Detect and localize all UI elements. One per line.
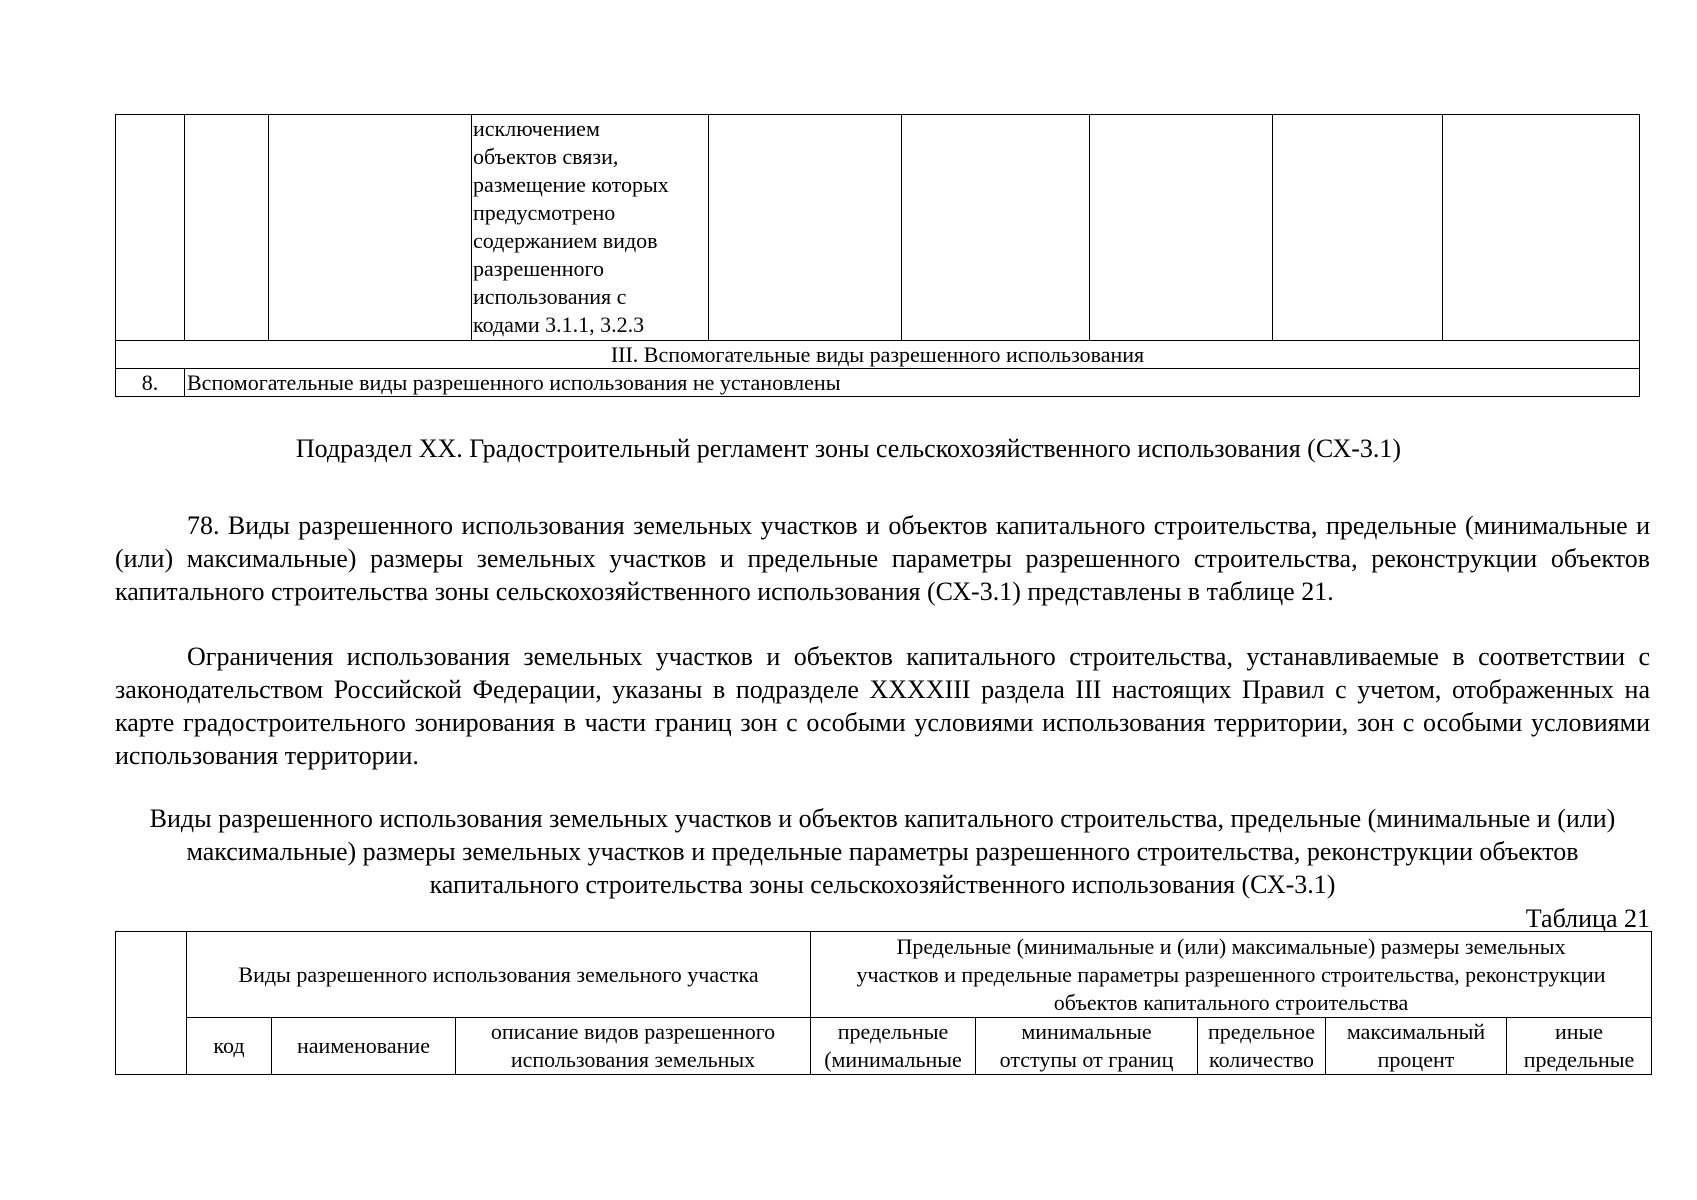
description-cell: исключением объектов связи, размещение которых предусмотрено содержанием видов разрешенного использования с кодами 3.1.1, 3.2.3 [472, 115, 709, 341]
column-header-limits: предельные (минимальные [811, 1018, 976, 1075]
section-row [116, 341, 1640, 369]
continuation-table [115, 114, 1640, 397]
table-row [116, 369, 1640, 397]
table-row [116, 115, 1640, 341]
regulation-table [115, 931, 1652, 1075]
table-cell [269, 115, 472, 341]
paragraph-restrictions [115, 640, 1650, 772]
table-header-row [116, 932, 1652, 1018]
table-number: Таблица 21 [1525, 904, 1650, 933]
table-cell [185, 115, 269, 341]
group-header-right: Предельные (минимальные и (или) максимальные) размеры земельных участков и предельные параметры разрешенного строительства, реконструкции объектов капитального строительства [811, 932, 1652, 1018]
table-cell [902, 115, 1090, 341]
subsection-title: Подраздел XX. Градостроительный регламент зоны сельскохозяйственного использования (СХ-3.1) [295, 434, 1402, 463]
table-title: Виды разрешенного использования земельных участков и объектов капитального строительства, предельные (минимальные и (или) максимальные) размеры земельных участков и предельные параметры разрешенного строительства, реконструкции объектов капитального строительства зоны сельскохозяйственного использования (СХ-3.1) [149, 804, 1616, 899]
row-number: 8. [116, 369, 185, 397]
table-cell [1090, 115, 1273, 341]
column-header-setbacks: минимальные отступы от границ [976, 1018, 1198, 1075]
table-cell [116, 115, 185, 341]
column-header-name: наименование [272, 1018, 456, 1075]
group-header-left: Виды разрешенного использования земельного участка [187, 932, 811, 1018]
column-header-code: код [187, 1018, 272, 1075]
table-header-row [116, 1018, 1652, 1075]
column-header-description: описание видов разрешенного использования земельных [456, 1018, 811, 1075]
table-cell [1443, 115, 1640, 341]
paragraph-78 [115, 509, 1650, 608]
paragraph-text: Ограничения использования земельных участков и объектов капитального строительства, устанавливаемые в соответствии с законодательством Российской Федерации, указаны в подразделе XXXXIII раздела III настоящих Правил с учетом, отображенных на карте градостроительного зонирования в части границ зон с особыми условиями использования территории, зон с особыми условиями использования территории. [115, 642, 1650, 770]
section-heading: III. Вспомогательные виды разрешенного использования [116, 341, 1640, 369]
paragraph-text: 78. Виды разрешенного использования земельных участков и объектов капитального строительства, предельные (минимальные и (или) максимальные) размеры земельных участков и предельные параметры разрешенного строительства, реконструкции объектов капитального строительства зоны сельскохозяйственного использования (СХ-3.1) представлены в таблице 21. [115, 511, 1650, 606]
column-header-count: предельное количество [1198, 1018, 1326, 1075]
table-cell [709, 115, 902, 341]
column-header-other: иные предельные [1507, 1018, 1652, 1075]
column-header-percent: максимальный процент [1326, 1018, 1507, 1075]
table-cell [116, 932, 187, 1075]
table-cell [1273, 115, 1443, 341]
row-text: Вспомогательные виды разрешенного использования не установлены [185, 369, 1640, 397]
